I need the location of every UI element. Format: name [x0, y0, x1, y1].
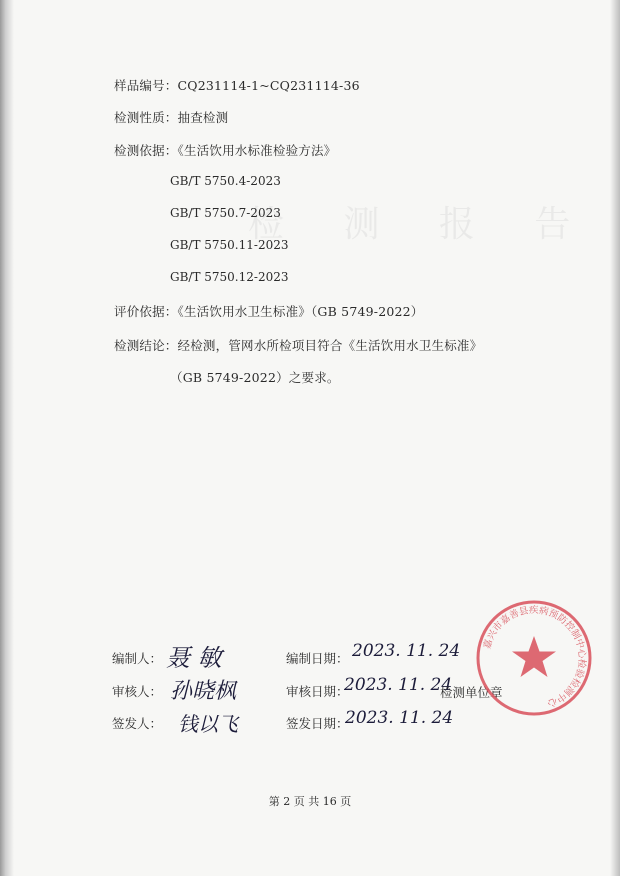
- evaluation-label: 评价依据：: [114, 304, 178, 319]
- compiled-by-signature: 聂 敏: [166, 644, 222, 672]
- issued-date-handwritten: 2023. 11. 24: [345, 708, 454, 728]
- unit-seal-label: 检测单位章: [440, 685, 503, 700]
- compiled-by-label: 编制人：: [112, 651, 163, 666]
- reviewed-by-label: 审核人：: [112, 684, 163, 699]
- official-seal-stamp: [474, 598, 594, 718]
- reviewed-date-handwritten: 2023. 11. 24: [344, 675, 453, 695]
- basis-row: [114, 141, 336, 159]
- conclusion-line1: 经检测，管网水所检项目符合《生活饮用水卫生标准》: [177, 338, 483, 353]
- reviewed-by-signature: 孙晓枫: [170, 679, 237, 704]
- issued-by-label: 签发人：: [112, 716, 163, 731]
- standard-item: GB/T 5750.11-2023: [170, 238, 289, 252]
- basis-value: 《生活饮用水标准检验方法》: [177, 143, 337, 158]
- standard-item: GB/T 5750.12-2023: [170, 270, 289, 284]
- svg-text:嘉兴市嘉善县疾病预防控制中心检验检测中心: 嘉兴市嘉善县疾病预防控制中心检验检测中心: [481, 604, 588, 709]
- page-number: 第 2 页 共 16 页: [268, 795, 352, 808]
- nature-value: 抽查检测: [177, 110, 229, 125]
- reviewed-date-label: 审核日期：: [286, 684, 349, 699]
- standard-item: GB/T 5750.7-2023: [170, 206, 281, 220]
- compiled-date-label: 编制日期：: [286, 651, 349, 666]
- standard-item: GB/T 5750.4-2023: [170, 174, 281, 188]
- conclusion-line2: （GB 5749-2022）之要求。: [170, 370, 340, 385]
- sample-no-label: 样品编号：: [114, 78, 178, 93]
- sample-no-value: CQ231114-1~CQ231114-36: [177, 78, 360, 93]
- evaluation-value: 《生活饮用水卫生标准》（GB 5749-2022）: [177, 304, 424, 319]
- bleed-through-watermark: 检 测 报 告: [248, 204, 595, 245]
- sample-no-row: [114, 76, 360, 94]
- conclusion-row: [114, 336, 482, 354]
- issued-date-label: 签发日期：: [286, 716, 349, 731]
- conclusion-label: 检测结论：: [114, 338, 178, 353]
- scan-edge-left: [0, 0, 14, 876]
- scan-edge-right: [610, 0, 620, 876]
- evaluation-row: [114, 302, 424, 320]
- basis-label: 检测依据：: [114, 143, 178, 158]
- compiled-date-handwritten: 2023. 11. 24: [352, 641, 461, 661]
- nature-label: 检测性质：: [114, 110, 178, 125]
- nature-row: [114, 108, 228, 126]
- issued-by-signature: 钱以飞: [178, 712, 238, 736]
